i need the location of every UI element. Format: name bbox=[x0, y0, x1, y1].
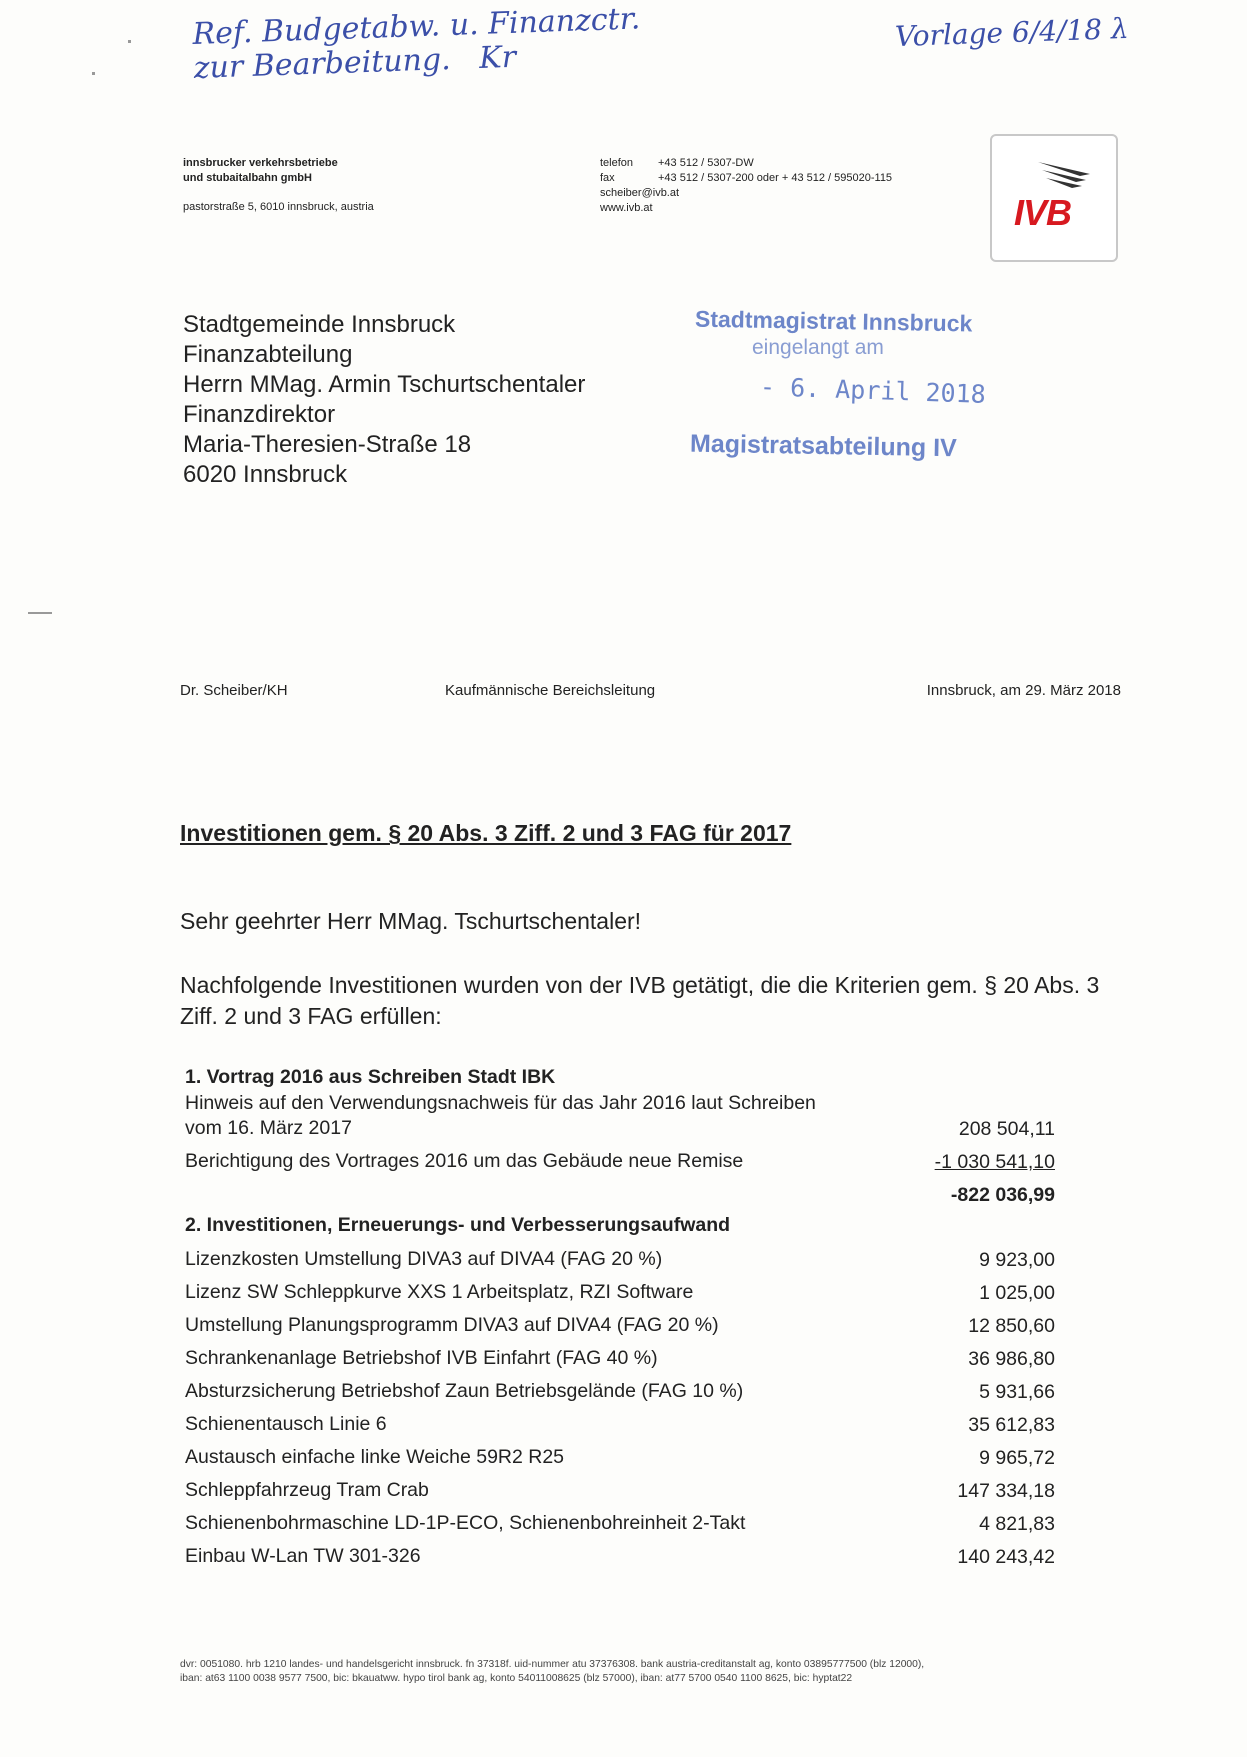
row-description: Schleppfahrzeug Tram Crab bbox=[185, 1479, 429, 1501]
row-description: Berichtigung des Vortrages 2016 um das Gebäude neue Remise bbox=[185, 1150, 744, 1172]
row-description: Hinweis auf den Verwendungsnachweis für das Jahr 2016 laut Schreiben vom 16. März 2017 bbox=[185, 1092, 816, 1139]
table-row bbox=[185, 1371, 1055, 1404]
contact-label: telefon bbox=[600, 157, 634, 169]
stamp-date: - 6. April 2018 bbox=[759, 372, 987, 409]
recipient-address bbox=[183, 310, 585, 490]
legal-footer bbox=[180, 1658, 1130, 1686]
table-row-total bbox=[185, 1174, 1055, 1207]
row-value: 208 504,11 bbox=[958, 1118, 1055, 1140]
row-description: Umstellung Planungsprogramm DIVA3 auf DIVA4 (FAG 20 %) bbox=[185, 1314, 719, 1336]
table-row bbox=[185, 1141, 1055, 1174]
row-description: Schrankenanlage Betriebshof IVB Einfahrt (FAG 40 %) bbox=[185, 1347, 658, 1369]
row-description: Austausch einfache linke Weiche 59R2 R25 bbox=[185, 1446, 565, 1468]
contact-value: www.ivb.at bbox=[600, 202, 653, 214]
row-value: 5 931,66 bbox=[979, 1381, 1055, 1403]
section-2-title: 2. Investitionen, Erneuerungs- und Verbesserungsaufwand bbox=[185, 1214, 731, 1236]
table-row bbox=[185, 1338, 1055, 1371]
row-value: 12 850,60 bbox=[968, 1315, 1055, 1337]
contact-row-email bbox=[600, 186, 892, 201]
row-value: 9 965,72 bbox=[979, 1447, 1055, 1469]
investment-table bbox=[185, 1063, 1055, 1569]
logo-text: IVB bbox=[1014, 192, 1072, 233]
fold-mark bbox=[28, 612, 52, 614]
row-description: Schienenbohrmaschine LD-1P-ECO, Schienenbohreinheit 2-Takt bbox=[185, 1512, 746, 1534]
recipient-line: 6020 Innsbruck bbox=[183, 461, 348, 488]
stamp-office: Stadtmagistrat Innsbruck bbox=[694, 305, 973, 337]
table-row bbox=[185, 1536, 1055, 1569]
table-row bbox=[185, 1239, 1055, 1272]
sender-block bbox=[183, 156, 374, 215]
salutation: Sehr geehrter Herr MMag. Tschurtschentaler! bbox=[180, 908, 642, 934]
reference-department: Kaufmännische Bereichsleitung bbox=[445, 682, 656, 699]
handwritten-note bbox=[192, 2, 642, 86]
reference-place-date: Innsbruck, am 29. März 2018 bbox=[926, 682, 1121, 699]
section-1-title: 1. Vortrag 2016 aus Schreiben Stadt IBK bbox=[185, 1066, 556, 1088]
row-description: Schienentausch Linie 6 bbox=[185, 1413, 387, 1435]
table-row bbox=[185, 1305, 1055, 1338]
contact-value: +43 512 / 5307-200 oder + 43 512 / 595020-115 bbox=[658, 172, 893, 184]
recipient-line: Finanzdirektor bbox=[183, 401, 336, 428]
table-row bbox=[185, 1404, 1055, 1437]
row-value: 9 923,00 bbox=[979, 1249, 1055, 1271]
row-value: -1 030 541,10 bbox=[934, 1151, 1055, 1173]
sender-address: pastorstraße 5, 6010 innsbruck, austria bbox=[183, 201, 374, 213]
recipient-line: Herrn MMag. Armin Tschurtschentaler bbox=[183, 371, 586, 398]
table-row bbox=[185, 1503, 1055, 1536]
footer-line-1: dvr: 0051080. hrb 1210 landes- und handelsgericht innsbruck. fn 37318f. uid-nummer atu 37376308. bank austria-creditanstalt ag, konto 03895777500 (blz 12000), bbox=[180, 1659, 925, 1670]
recipient-line: Stadtgemeinde Innsbruck bbox=[183, 311, 456, 338]
row-value: 36 986,80 bbox=[968, 1348, 1055, 1370]
handwritten-note-line-1: Ref. Budgetabw. u. Finanzctr. bbox=[191, 1, 641, 52]
sender-name-line-1: innsbrucker verkehrsbetriebe bbox=[183, 157, 338, 169]
letter-subject: Investitionen gem. § 20 Abs. 3 Ziff. 2 und 3 FAG für 2017 bbox=[180, 820, 792, 846]
recipient-line: Maria-Theresien-Straße 18 bbox=[183, 431, 472, 458]
scan-speck bbox=[92, 72, 95, 75]
row-value: 1 025,00 bbox=[979, 1282, 1055, 1304]
table-row bbox=[185, 1437, 1055, 1470]
contact-row-web bbox=[600, 201, 892, 216]
contact-value: scheiber@ivb.at bbox=[600, 187, 680, 199]
sender-name-line-2: und stubaitalbahn gmbH bbox=[183, 172, 312, 184]
intro-paragraph: Nachfolgende Investitionen wurden von der IVB getätigt, die die Kriterien gem. § 20 Abs. 3 Ziff. 2 und 3 FAG erfüllen: bbox=[180, 972, 1100, 1029]
stamp-department: Magistratsabteilung IV bbox=[689, 429, 957, 463]
contact-row-phone bbox=[600, 156, 892, 171]
contact-row-fax bbox=[600, 171, 892, 186]
table-row bbox=[185, 1091, 1055, 1141]
recipient-line: Finanzabteilung bbox=[183, 341, 353, 368]
row-value: 4 821,83 bbox=[979, 1513, 1055, 1535]
contact-label: fax bbox=[600, 172, 615, 184]
handwritten-note-line-2: zur Bearbeitung. Kr bbox=[193, 39, 517, 86]
scan-speck bbox=[128, 40, 131, 43]
table-row bbox=[185, 1470, 1055, 1503]
row-value: 35 612,83 bbox=[968, 1414, 1055, 1436]
company-logo bbox=[990, 134, 1118, 262]
reference-author: Dr. Scheiber/KH bbox=[180, 682, 288, 699]
row-value: 140 243,42 bbox=[957, 1546, 1055, 1568]
stamp-received-label: eingelangt am bbox=[752, 336, 884, 359]
section-1-total: -822 036,99 bbox=[950, 1184, 1055, 1206]
contact-value: +43 512 / 5307-DW bbox=[658, 157, 754, 169]
footer-line-2: iban: at63 1100 0038 9577 7500, bic: bkauatww. hypo tirol bank ag, konto 54011008625 (blz 57000), iban: at77 5700 0540 1100 8625, bic: hyptat22 bbox=[180, 1673, 853, 1684]
contact-block bbox=[600, 156, 892, 216]
row-description: Lizenzkosten Umstellung DIVA3 auf DIVA4 (FAG 20 %) bbox=[185, 1248, 663, 1270]
logo-wings-icon bbox=[1034, 158, 1094, 192]
row-description: Lizenz SW Schleppkurve XXS 1 Arbeitsplatz, RZI Software bbox=[185, 1281, 694, 1303]
row-description: Einbau W-Lan TW 301-326 bbox=[185, 1545, 421, 1567]
row-description: Absturzsicherung Betriebshof Zaun Betriebsgelände (FAG 10 %) bbox=[185, 1380, 744, 1402]
handwritten-forward-note: Vorlage 6/4/18 λ bbox=[894, 11, 1130, 54]
table-row bbox=[185, 1272, 1055, 1305]
row-value: 147 334,18 bbox=[957, 1480, 1055, 1502]
